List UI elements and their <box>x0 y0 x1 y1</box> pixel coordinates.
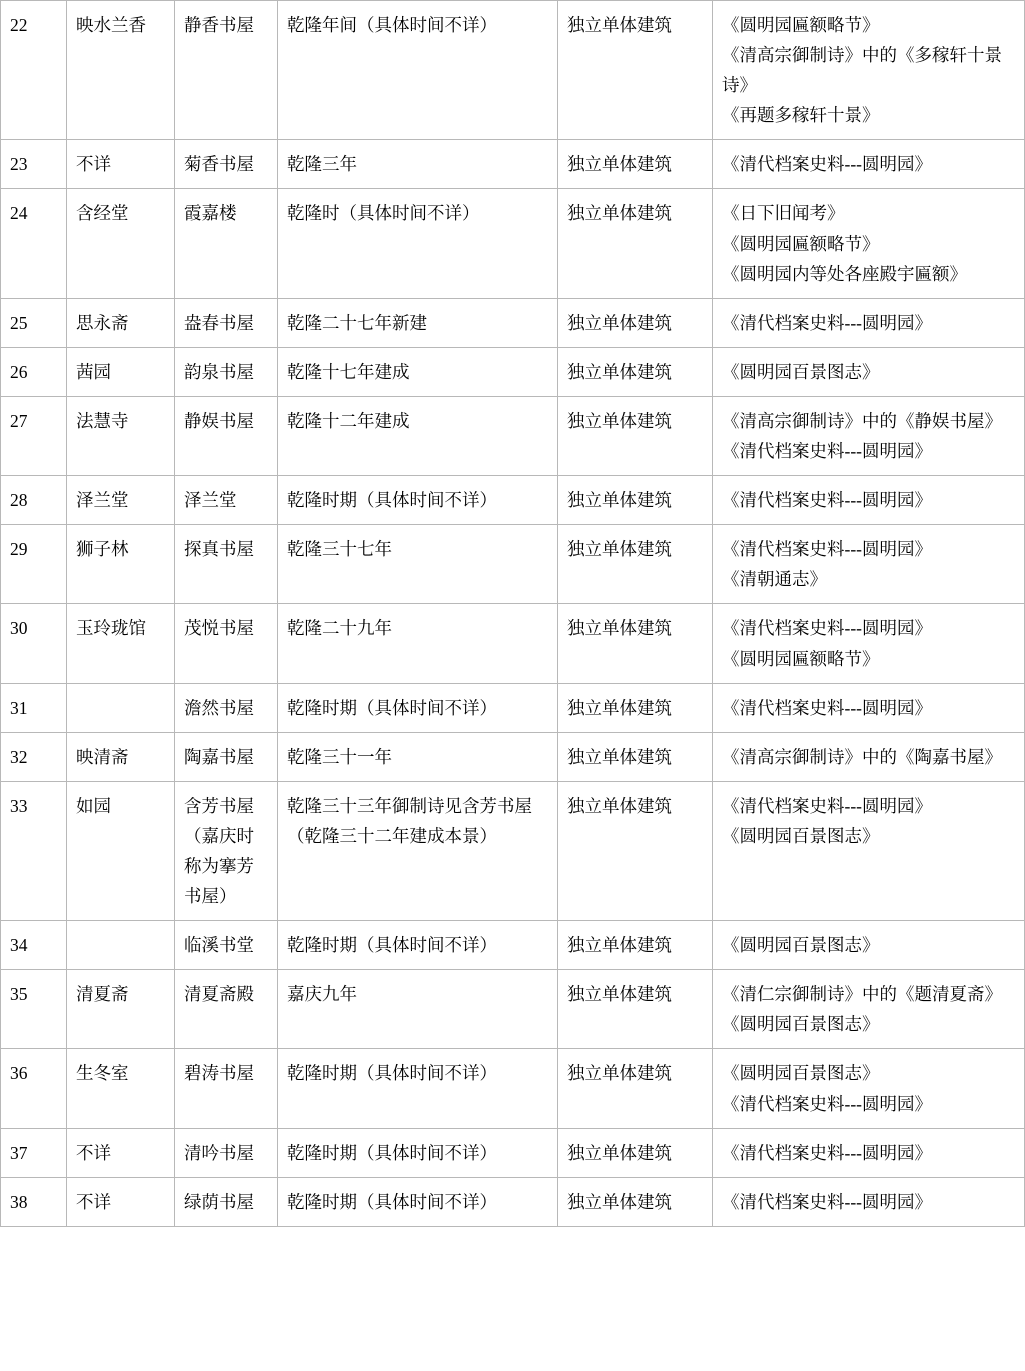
table-row <box>1 970 1025 1049</box>
cell-index: 31 <box>1 683 67 732</box>
cell-scenic-area: 不详 <box>67 140 175 189</box>
source-entry: 《清代档案史料---圆明园》 <box>722 1093 932 1114</box>
cell-sources <box>713 683 1025 732</box>
cell-scenic-area: 映水兰香 <box>67 1 175 140</box>
cell-building-name: 绿荫书屋 <box>175 1177 278 1226</box>
cell-scenic-area: 如园 <box>67 781 175 920</box>
cell-build-time: 乾隆时（具体时间不详） <box>278 189 558 298</box>
cell-index: 22 <box>1 1 67 140</box>
cell-build-time: 乾隆时期（具体时间不详） <box>278 476 558 525</box>
cell-build-time: 乾隆三十七年 <box>278 525 558 604</box>
cell-building-form: 独立单体建筑 <box>558 921 713 970</box>
cell-building-form: 独立单体建筑 <box>558 970 713 1049</box>
source-entry: 《圆明园百景图志》 <box>722 825 880 846</box>
source-entry: 《圆明园百景图志》 <box>722 361 880 382</box>
cell-index: 27 <box>1 396 67 475</box>
cell-build-time: 乾隆时期（具体时间不详） <box>278 921 558 970</box>
cell-building-form: 独立单体建筑 <box>558 1 713 140</box>
cell-building-name: 菊香书屋 <box>175 140 278 189</box>
cell-building-name: 清夏斋殿 <box>175 970 278 1049</box>
cell-building-name: 澹然书屋 <box>175 683 278 732</box>
cell-building-form: 独立单体建筑 <box>558 1177 713 1226</box>
cell-index: 28 <box>1 476 67 525</box>
source-entry: 《圆明园百景图志》 <box>722 1014 880 1035</box>
source-entry: 《清仁宗御制诗》中的《题清夏斋》 <box>722 984 1002 1005</box>
cell-index: 25 <box>1 298 67 347</box>
cell-building-form: 独立单体建筑 <box>558 189 713 298</box>
source-entry: 《圆明园百景图志》 <box>722 1063 880 1084</box>
table-row <box>1 1128 1025 1177</box>
source-entry: 《清代档案史料---圆明园》 <box>722 312 932 333</box>
cell-scenic-area: 不详 <box>67 1128 175 1177</box>
cell-build-time: 乾隆时期（具体时间不详） <box>278 1177 558 1226</box>
cell-scenic-area: 思永斋 <box>67 298 175 347</box>
cell-index: 24 <box>1 189 67 298</box>
source-entry: 《清高宗御制诗》中的《多稼轩十景诗》 <box>722 45 1002 96</box>
cell-sources <box>713 604 1025 683</box>
cell-sources <box>713 732 1025 781</box>
source-entry: 《清代档案史料---圆明园》 <box>722 618 932 639</box>
cell-scenic-area: 清夏斋 <box>67 970 175 1049</box>
cell-building-form: 独立单体建筑 <box>558 1128 713 1177</box>
table-row <box>1 1177 1025 1226</box>
cell-index: 33 <box>1 781 67 920</box>
table-row <box>1 189 1025 298</box>
cell-build-time: 乾隆时期（具体时间不详） <box>278 683 558 732</box>
cell-build-time: 乾隆三年 <box>278 140 558 189</box>
cell-building-name: 韵泉书屋 <box>175 347 278 396</box>
table-row <box>1 525 1025 604</box>
table-row <box>1 732 1025 781</box>
source-entry: 《再题多稼轩十景》 <box>722 105 880 126</box>
cell-scenic-area: 映清斋 <box>67 732 175 781</box>
cell-building-name: 碧涛书屋 <box>175 1049 278 1128</box>
cell-sources <box>713 525 1025 604</box>
cell-sources <box>713 1049 1025 1128</box>
table-row <box>1 396 1025 475</box>
source-entry: 《清高宗御制诗》中的《陶嘉书屋》 <box>722 746 1002 767</box>
source-entry: 《圆明园内等处各座殿宇匾额》 <box>722 263 967 284</box>
cell-building-name: 清吟书屋 <box>175 1128 278 1177</box>
cell-building-name: 茂悦书屋 <box>175 604 278 683</box>
source-entry: 《清代档案史料---圆明园》 <box>722 1191 932 1212</box>
cell-sources <box>713 970 1025 1049</box>
cell-index: 23 <box>1 140 67 189</box>
cell-sources <box>713 347 1025 396</box>
source-entry: 《圆明园匾额略节》 <box>722 648 880 669</box>
cell-build-time: 乾隆时期（具体时间不详） <box>278 1128 558 1177</box>
cell-building-form: 独立单体建筑 <box>558 298 713 347</box>
cell-sources <box>713 1 1025 140</box>
source-entry: 《圆明园百景图志》 <box>722 935 880 956</box>
source-entry: 《清代档案史料---圆明园》 <box>722 490 932 511</box>
cell-sources <box>713 298 1025 347</box>
table-row <box>1 347 1025 396</box>
cell-build-time: 乾隆三十一年 <box>278 732 558 781</box>
cell-build-time: 乾隆三十三年御制诗见含芳书屋（乾隆三十二年建成本景） <box>278 781 558 920</box>
cell-building-name: 静香书屋 <box>175 1 278 140</box>
cell-sources <box>713 781 1025 920</box>
cell-building-form: 独立单体建筑 <box>558 140 713 189</box>
cell-index: 36 <box>1 1049 67 1128</box>
table-row <box>1 476 1025 525</box>
source-entry: 《清高宗御制诗》中的《静娱书屋》 <box>722 410 1002 431</box>
source-entry: 《清代档案史料---圆明园》 <box>722 697 932 718</box>
cell-sources <box>713 921 1025 970</box>
table-body <box>1 1 1025 1227</box>
cell-building-form: 独立单体建筑 <box>558 683 713 732</box>
source-entry: 《清代档案史料---圆明园》 <box>722 795 932 816</box>
cell-build-time: 嘉庆九年 <box>278 970 558 1049</box>
cell-sources <box>713 1128 1025 1177</box>
source-entry: 《清代档案史料---圆明园》 <box>722 1142 932 1163</box>
cell-scenic-area <box>67 921 175 970</box>
table-row <box>1 140 1025 189</box>
cell-scenic-area: 法慧寺 <box>67 396 175 475</box>
cell-index: 29 <box>1 525 67 604</box>
cell-building-name: 临溪书堂 <box>175 921 278 970</box>
cell-building-form: 独立单体建筑 <box>558 1049 713 1128</box>
cell-build-time: 乾隆二十七年新建 <box>278 298 558 347</box>
cell-scenic-area: 狮子林 <box>67 525 175 604</box>
cell-building-form: 独立单体建筑 <box>558 396 713 475</box>
cell-scenic-area: 玉玲珑馆 <box>67 604 175 683</box>
cell-build-time: 乾隆时期（具体时间不详） <box>278 1049 558 1128</box>
cell-index: 30 <box>1 604 67 683</box>
table-row <box>1 781 1025 920</box>
cell-sources <box>713 476 1025 525</box>
cell-sources <box>713 140 1025 189</box>
cell-index: 35 <box>1 970 67 1049</box>
table-row <box>1 683 1025 732</box>
cell-building-form: 独立单体建筑 <box>558 525 713 604</box>
source-entry: 《圆明园匾额略节》 <box>722 15 880 35</box>
cell-build-time: 乾隆十二年建成 <box>278 396 558 475</box>
cell-building-name: 静娱书屋 <box>175 396 278 475</box>
cell-building-form: 独立单体建筑 <box>558 732 713 781</box>
cell-building-form: 独立单体建筑 <box>558 781 713 920</box>
cell-building-name: 盎春书屋 <box>175 298 278 347</box>
cell-scenic-area <box>67 683 175 732</box>
table-row <box>1 604 1025 683</box>
table-row <box>1 1 1025 140</box>
cell-index: 38 <box>1 1177 67 1226</box>
cell-scenic-area: 含经堂 <box>67 189 175 298</box>
table-row <box>1 921 1025 970</box>
source-entry: 《清朝通志》 <box>722 569 827 590</box>
cell-building-form: 独立单体建筑 <box>558 347 713 396</box>
cell-build-time: 乾隆二十九年 <box>278 604 558 683</box>
cell-scenic-area: 泽兰堂 <box>67 476 175 525</box>
source-entry: 《清代档案史料---圆明园》 <box>722 154 932 175</box>
source-entry: 《日下旧闻考》 <box>722 203 845 224</box>
cell-building-name: 泽兰堂 <box>175 476 278 525</box>
cell-scenic-area: 茜园 <box>67 347 175 396</box>
cell-building-form: 独立单体建筑 <box>558 604 713 683</box>
cell-index: 37 <box>1 1128 67 1177</box>
source-entry: 《清代档案史料---圆明园》 <box>722 539 932 560</box>
cell-sources <box>713 1177 1025 1226</box>
cell-sources <box>713 189 1025 298</box>
cell-index: 32 <box>1 732 67 781</box>
cell-build-time: 乾隆年间（具体时间不详） <box>278 1 558 140</box>
cell-scenic-area: 生冬室 <box>67 1049 175 1128</box>
cell-building-form: 独立单体建筑 <box>558 476 713 525</box>
table-row <box>1 298 1025 347</box>
table-row <box>1 1049 1025 1128</box>
source-entry: 《圆明园匾额略节》 <box>722 233 880 254</box>
cell-building-name: 含芳书屋（嘉庆时称为搴芳书屋） <box>175 781 278 920</box>
cell-build-time: 乾隆十七年建成 <box>278 347 558 396</box>
cell-scenic-area: 不详 <box>67 1177 175 1226</box>
cell-index: 34 <box>1 921 67 970</box>
cell-index: 26 <box>1 347 67 396</box>
source-entry: 《清代档案史料---圆明园》 <box>722 441 932 462</box>
cell-sources <box>713 396 1025 475</box>
cell-building-name: 陶嘉书屋 <box>175 732 278 781</box>
cell-building-name: 霞嘉楼 <box>175 189 278 298</box>
cell-building-name: 探真书屋 <box>175 525 278 604</box>
